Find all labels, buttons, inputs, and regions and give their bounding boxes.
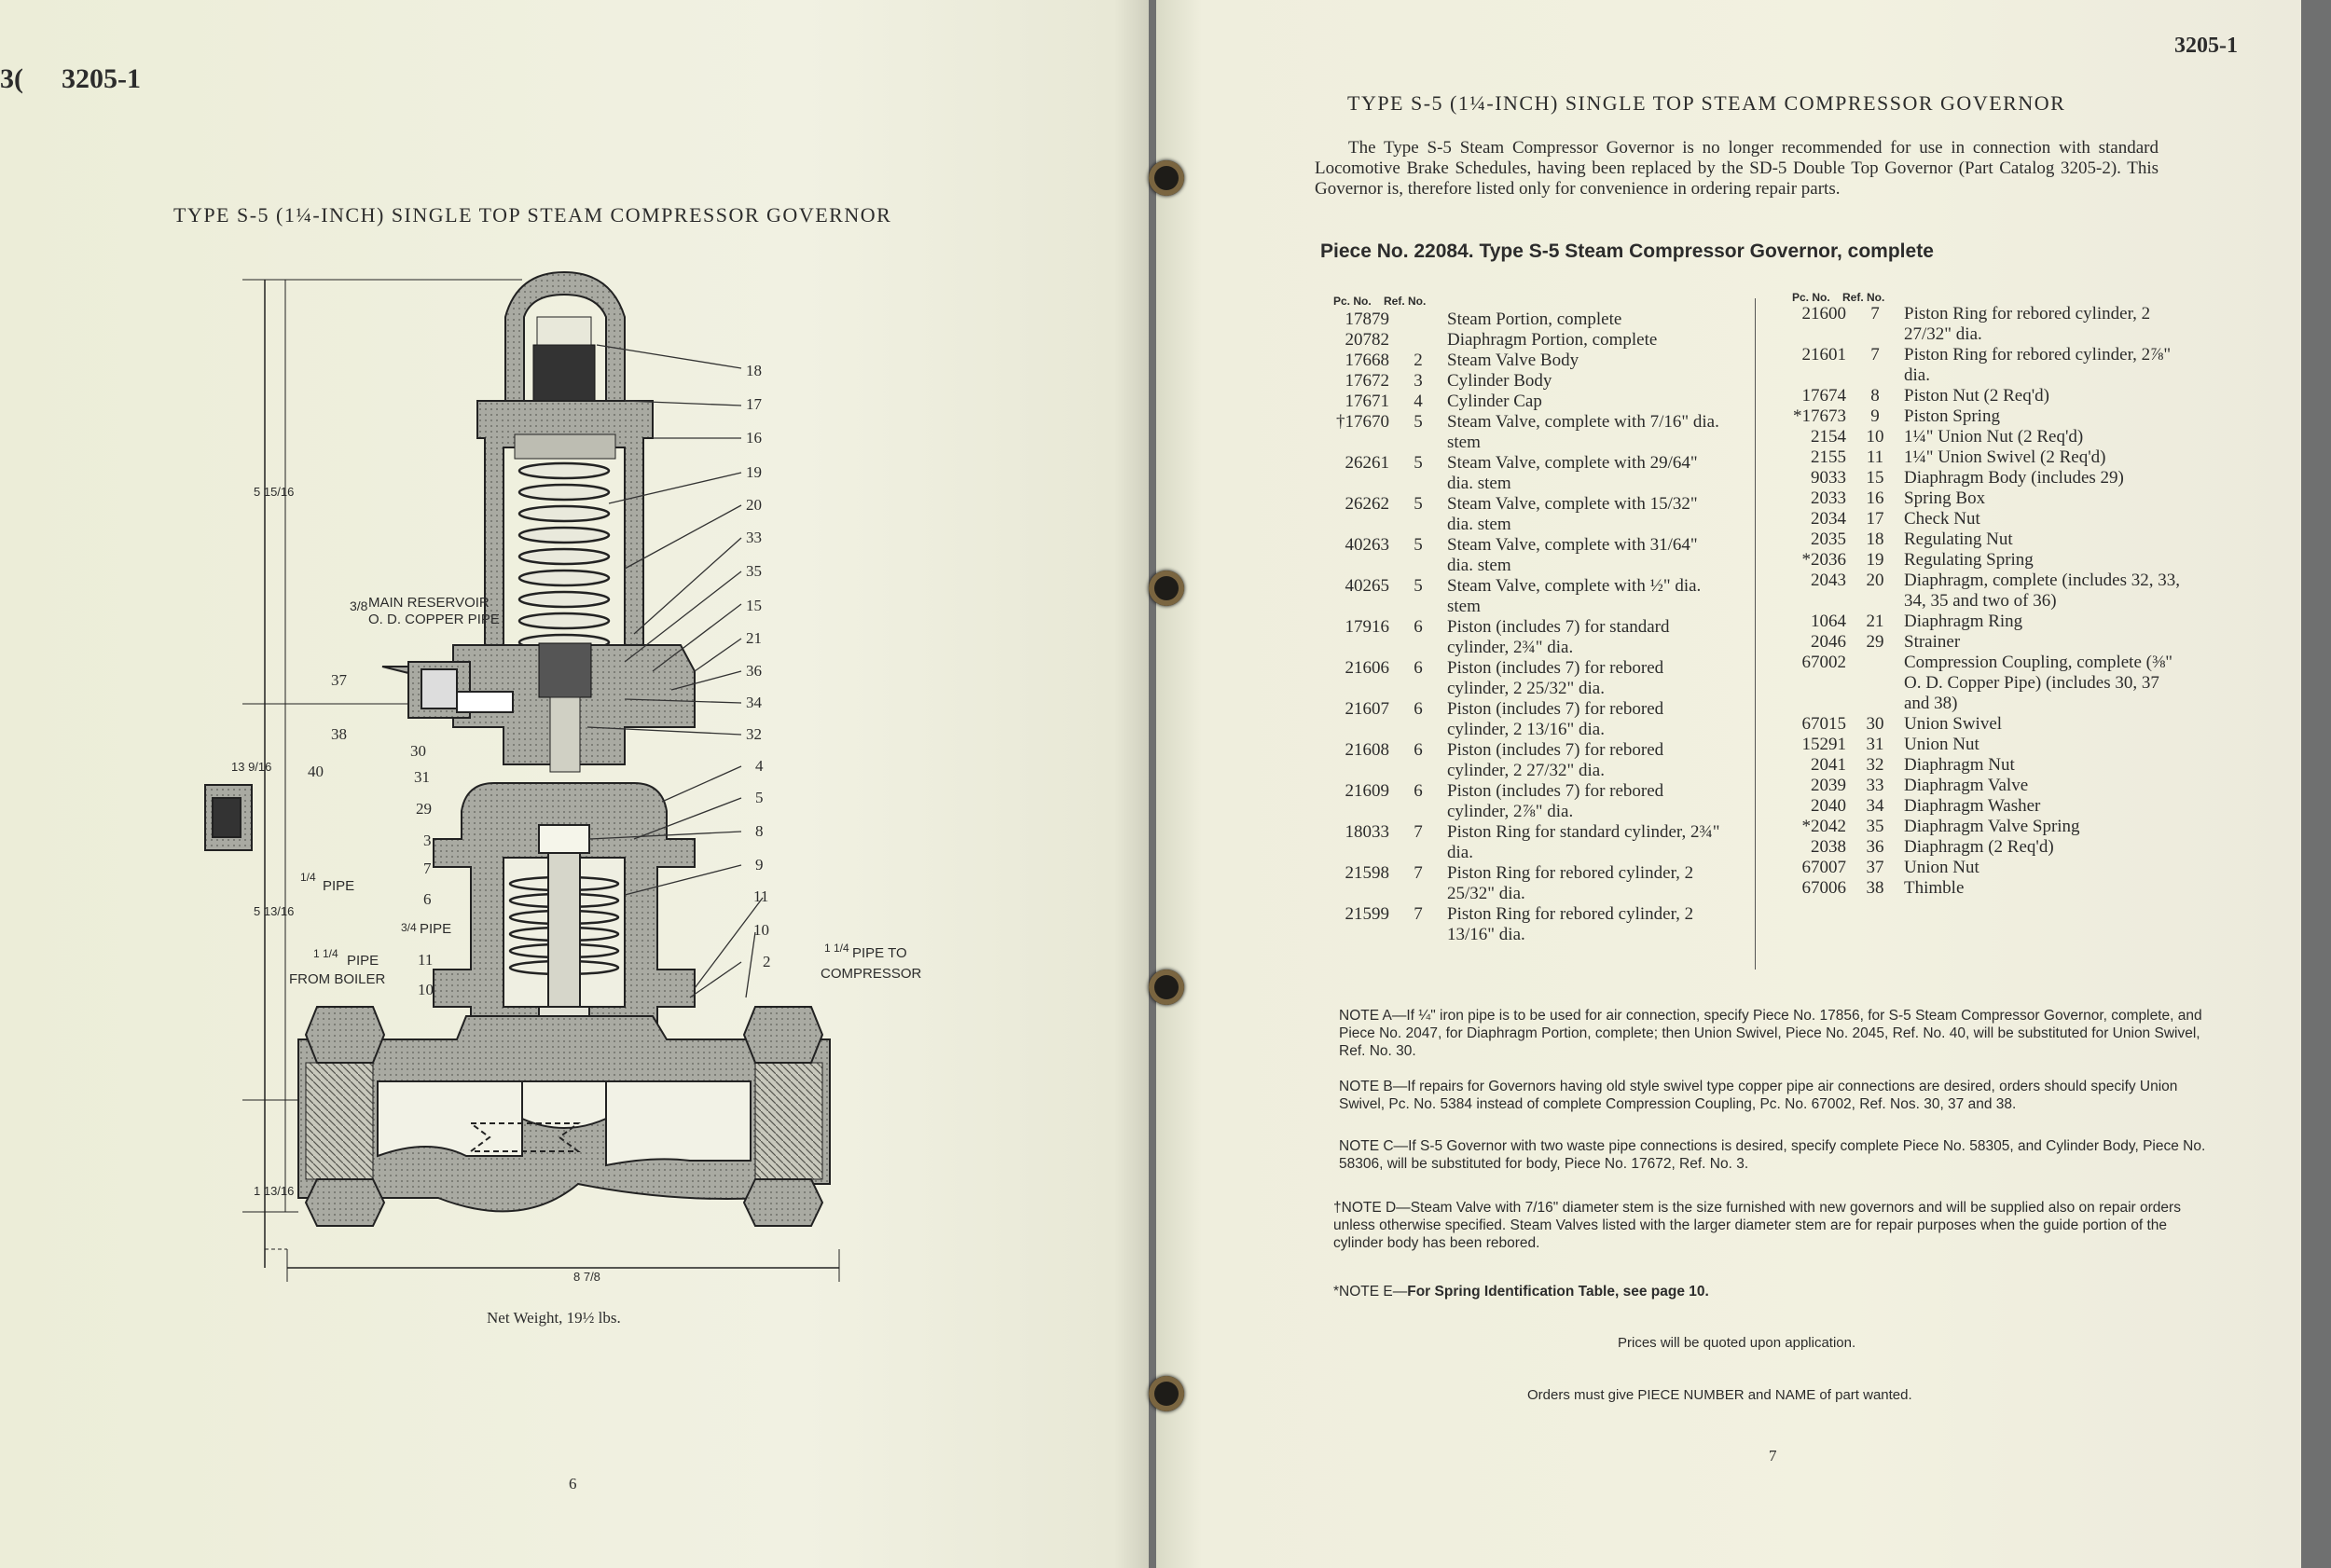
part-number: 67002 (1801, 653, 1846, 672)
parts-row (1311, 535, 1731, 576)
parts-row (1768, 837, 2187, 858)
parts-row (1768, 878, 2187, 899)
ref-number: 21 (1866, 612, 1884, 631)
note-d (1333, 1199, 2200, 1252)
ref-number: 5 (1414, 535, 1423, 555)
parts-row (1768, 571, 2187, 612)
note-c (1339, 1137, 2206, 1173)
parts-row (1768, 714, 2187, 735)
column-divider (1755, 298, 1756, 970)
parts-row (1311, 371, 1731, 392)
dimension-width: 8 7/8 (573, 1270, 600, 1284)
corner-mark: 3( (0, 63, 23, 94)
part-number: 21608 (1345, 740, 1389, 760)
ref-number: 7 (1414, 904, 1423, 924)
parts-row (1311, 699, 1731, 740)
prices-note: Prices will be quoted upon application. (1618, 1335, 1856, 1351)
callout-11: 11 (753, 887, 769, 905)
part-description: Union Nut (1904, 858, 1979, 877)
part-number: 17916 (1345, 617, 1389, 637)
callout-5: 5 (755, 789, 764, 806)
parts-row (1311, 863, 1731, 904)
ref-number: 19 (1866, 550, 1884, 570)
part-description: Diaphragm Body (includes 29) (1904, 468, 2124, 488)
part-number: †17670 (1336, 412, 1389, 432)
parts-row (1768, 304, 2187, 345)
parts-row (1311, 904, 1731, 945)
note-a (1339, 1007, 2206, 1060)
parts-row (1311, 576, 1731, 617)
parts-row (1768, 530, 2187, 550)
ref-number (1393, 309, 1443, 330)
callout-10-left: 10 (418, 981, 434, 998)
dimension-overall: 13 9/16 (231, 760, 272, 774)
ref-number: 33 (1866, 776, 1884, 795)
parts-row (1311, 658, 1731, 699)
ref-number: 18 (1866, 530, 1884, 549)
callout-20: 20 (746, 496, 762, 514)
parts-table-left (1311, 309, 1731, 945)
callout-8: 8 (755, 822, 764, 840)
part-number: 18033 (1345, 822, 1389, 842)
part-description: Steam Valve, complete with ½" dia. stem (1447, 576, 1702, 616)
catalog-number: 3205-1 (2174, 34, 2238, 58)
part-description: Piston (includes 7) for rebored cylinder, 2 25/32" dia. (1447, 658, 1664, 698)
catalog-number: 3205-1 (62, 63, 141, 94)
callout-40: 40 (308, 763, 324, 780)
part-number: 2034 (1811, 509, 1846, 529)
part-number: 21600 (1801, 304, 1846, 323)
part-number: *2042 (1801, 817, 1846, 836)
part-description: Regulating Nut (1904, 530, 2013, 549)
main-reservoir-label: MAIN RESERVOIR (368, 595, 490, 611)
part-description: Compression Coupling, complete (⅜" O. D. Copper Pipe) (includes 30, 37 and 38) (1904, 653, 2172, 713)
ref-number: 8 (1870, 386, 1880, 406)
part-number: 21598 (1345, 863, 1389, 883)
parts-row (1768, 468, 2187, 488)
right-page (1156, 0, 2301, 1568)
part-description: Piston Spring (1904, 406, 2000, 426)
part-description: Piston (includes 7) for rebored cylinder, 2⅞" dia. (1447, 781, 1664, 821)
callout-17: 17 (746, 395, 762, 413)
note-c-label: NOTE C— (1339, 1138, 1409, 1154)
callout-2: 2 (763, 953, 771, 970)
parts-row (1311, 822, 1731, 863)
part-description: Steam Valve, complete with 7/16" dia. stem (1447, 412, 1719, 452)
part-number: 2035 (1811, 530, 1846, 549)
note-e-text: For Spring Identification Table, see page 10. (1407, 1284, 1709, 1300)
binder-hole (1149, 160, 1184, 196)
part-number: 15291 (1801, 735, 1846, 754)
part-description: Cylinder Cap (1447, 392, 1542, 411)
callout-30: 30 (410, 742, 426, 760)
parts-row (1311, 309, 1731, 330)
part-description: Strainer (1904, 632, 1961, 652)
parts-row (1311, 453, 1731, 494)
part-number: *2036 (1801, 550, 1846, 570)
net-weight: Net Weight, 19½ lbs. (487, 1309, 621, 1327)
part-description: Union Swivel (1904, 714, 2003, 734)
parts-row (1311, 412, 1731, 453)
ref-number: 11 (1866, 447, 1884, 467)
part-description: Piston Ring for rebored cylinder, 2 25/32" dia. (1447, 863, 1694, 903)
ref-number: 6 (1414, 740, 1423, 760)
part-number: 40265 (1345, 576, 1389, 596)
part-number: 17879 (1345, 309, 1389, 329)
callout-34: 34 (746, 694, 762, 711)
ref-number (1850, 653, 1900, 714)
ref-number: 20 (1866, 571, 1884, 590)
dimension-bottom: 1 13/16 (254, 1184, 295, 1198)
parts-row (1768, 612, 2187, 632)
binder-hole (1149, 571, 1184, 606)
note-e-label: *NOTE E— (1333, 1284, 1408, 1300)
part-number: 21599 (1345, 904, 1389, 924)
parts-row (1768, 345, 2187, 386)
part-number: 21606 (1345, 658, 1389, 678)
parts-row (1768, 776, 2187, 796)
intro-paragraph: The Type S-5 Steam Compressor Governor is no longer recommended for use in connection with standard Locomotive Brake Schedules, having been replaced by the SD-5 Double Top Governor (Part Catalog 3205-2). This Governor is, therefore listed only for convenience in ordering repair parts. (1315, 138, 2159, 199)
note-d-label: †NOTE D— (1333, 1200, 1411, 1216)
part-number: *17673 (1793, 406, 1846, 426)
callout-11-left: 11 (418, 951, 434, 969)
ref-number: 7 (1414, 863, 1423, 883)
callout-15: 15 (746, 597, 762, 614)
ref-number: 6 (1414, 699, 1423, 719)
ref-number: 5 (1414, 576, 1423, 596)
part-description: Piston (includes 7) for rebored cylinder, 2 13/16" dia. (1447, 699, 1664, 739)
note-b (1339, 1078, 2206, 1113)
ref-number: 5 (1414, 453, 1423, 473)
binder-hole (1149, 1376, 1184, 1411)
callout-29: 29 (416, 800, 432, 818)
ref-number: 15 (1866, 468, 1884, 488)
callout-37: 37 (331, 671, 347, 689)
note-b-text: If repairs for Governors having old style swivel type copper pipe air connections are desired, orders should specify Union Swivel, Pc. No. 5384 instead of complete Compression Coupling, Pc. No. 67002, Ref. Nos. 30, 37 and 38. (1339, 1079, 2178, 1112)
callout-19: 19 (746, 463, 762, 481)
ref-number: 36 (1866, 837, 1884, 857)
parts-row (1768, 632, 2187, 653)
part-description: Steam Portion, complete (1447, 309, 1622, 329)
part-description: Piston Ring for rebored cylinder, 2⅞" dia. (1904, 345, 2172, 385)
parts-row (1768, 488, 2187, 509)
quarter-pipe-frac: 1/4 (300, 871, 316, 884)
part-number: 2043 (1811, 571, 1846, 590)
ref-number: 17 (1866, 509, 1884, 529)
ref-number: 7 (1414, 822, 1423, 842)
part-number: 2154 (1811, 427, 1846, 447)
governor-cross-section-diagram (186, 261, 988, 1305)
part-number: 9033 (1811, 468, 1846, 488)
col-header-ref: Ref. No. (1384, 295, 1427, 308)
ref-number: 29 (1866, 632, 1884, 652)
callout-3: 3 (423, 832, 432, 849)
part-description: Diaphragm Ring (1904, 612, 2023, 631)
ref-number: 31 (1866, 735, 1884, 754)
part-number: 2041 (1811, 755, 1846, 775)
part-number: 1064 (1811, 612, 1846, 631)
col-header-ref-2: Ref. No. (1842, 291, 1885, 304)
ref-number: 34 (1866, 796, 1884, 816)
callout-7: 7 (423, 860, 432, 877)
parts-row (1311, 330, 1731, 351)
part-description: Diaphragm, complete (includes 32, 33, 34, 35 and two of 36) (1904, 571, 2181, 611)
part-description: Diaphragm (2 Req'd) (1904, 837, 2054, 857)
part-number: 21601 (1801, 345, 1846, 364)
pipe-frac-label: 3/8 (350, 598, 368, 613)
part-description: Piston (includes 7) for standard cylinder, 2¾" dia. (1447, 617, 1670, 657)
part-description: Regulating Spring (1904, 550, 2034, 570)
part-description: Piston Ring for rebored cylinder, 2 13/16" dia. (1447, 904, 1694, 944)
ref-number: 4 (1414, 392, 1423, 411)
parts-row (1768, 509, 2187, 530)
from-boiler-pipe: PIPE (347, 953, 379, 969)
parts-row (1311, 392, 1731, 412)
ref-number: 30 (1866, 714, 1884, 734)
part-description: Diaphragm Washer (1904, 796, 2041, 816)
parts-row (1768, 653, 2187, 714)
note-a-label: NOTE A— (1339, 1008, 1407, 1024)
parts-row (1768, 550, 2187, 571)
parts-row (1768, 755, 2187, 776)
from-boiler-label: FROM BOILER (289, 971, 386, 987)
part-description: Diaphragm Valve (1904, 776, 2029, 795)
ref-number: 2 (1414, 351, 1423, 370)
part-description: Check Nut (1904, 509, 1980, 529)
parts-row (1768, 406, 2187, 427)
callout-10: 10 (753, 921, 769, 939)
note-b-label: NOTE B— (1339, 1079, 1408, 1094)
part-description: Steam Valve, complete with 15/32" dia. stem (1447, 494, 1698, 534)
part-number: 2033 (1811, 488, 1846, 508)
part-description: 1¼" Union Swivel (2 Req'd) (1904, 447, 2106, 467)
parts-row (1311, 781, 1731, 822)
part-number: 20782 (1345, 330, 1389, 350)
part-description: Piston Ring for standard cylinder, 2¾" dia. (1447, 822, 1720, 862)
part-number: 17671 (1345, 392, 1389, 411)
ref-number: 3 (1414, 371, 1423, 391)
orders-note: Orders must give PIECE NUMBER and NAME of part wanted. (1527, 1387, 1912, 1403)
part-number: 26261 (1345, 453, 1389, 473)
part-number: 2040 (1811, 796, 1846, 816)
callout-4: 4 (755, 757, 764, 775)
ref-number: 10 (1866, 427, 1884, 447)
ref-number: 37 (1866, 858, 1884, 877)
part-description: Diaphragm Valve Spring (1904, 817, 2080, 836)
part-description: Cylinder Body (1447, 371, 1552, 391)
callout-21: 21 (746, 629, 762, 647)
parts-row (1768, 858, 2187, 878)
note-a-text: If ¼" iron pipe is to be used for air connection, specify Piece No. 17856, for S-5 Steam Compressor Governor, complete, and Piece No. 2047, for Diaphragm Portion, complete; then Union Swivel, Piece No. 2045, Ref. No. 40, will be substituted for Union Swivel, Ref. No. 30. (1339, 1008, 2202, 1059)
part-number: 67006 (1801, 878, 1846, 898)
note-c-text: If S-5 Governor with two waste pipe connections is desired, specify complete Piece No. 58305, and Cylinder Body, Piece No. 58306, will be substituted for body, Piece No. 17672, Ref. No. 3. (1339, 1138, 2206, 1172)
ref-number: 6 (1414, 617, 1423, 637)
part-number: 17674 (1801, 386, 1846, 406)
parts-row (1311, 740, 1731, 781)
callout-32: 32 (746, 725, 762, 743)
to-compressor-pipe: PIPE TO (852, 945, 907, 961)
parts-row (1768, 796, 2187, 817)
callout-9: 9 (755, 856, 764, 873)
ref-number (1393, 330, 1443, 351)
ref-number: 6 (1414, 781, 1423, 801)
part-description: Diaphragm Nut (1904, 755, 2015, 775)
page-title: TYPE S-5 (1¼-INCH) SINGLE TOP STEAM COMPRESSOR GOVERNOR (1347, 91, 2066, 115)
part-description: Thimble (1904, 878, 1965, 898)
callout-31: 31 (414, 768, 430, 786)
part-number: 2155 (1811, 447, 1846, 467)
copper-pipe-label: O. D. COPPER PIPE (368, 612, 500, 627)
part-description: 1¼" Union Nut (2 Req'd) (1904, 427, 2084, 447)
ref-number: 7 (1870, 304, 1880, 323)
page-number-right: 7 (1769, 1447, 1777, 1465)
ref-number: 5 (1414, 412, 1423, 432)
dimension-top: 5 15/16 (254, 485, 295, 499)
parts-row (1768, 447, 2187, 468)
ref-number: 32 (1866, 755, 1884, 775)
ref-number: 5 (1414, 494, 1423, 514)
to-compressor-frac: 1 1/4 (824, 942, 849, 955)
col-header-pc-2: Pc. No. (1792, 291, 1830, 304)
part-description: Steam Valve Body (1447, 351, 1579, 370)
callout-18: 18 (746, 362, 762, 379)
ref-number: 7 (1870, 345, 1880, 364)
piece-heading: Piece No. 22084. Type S-5 Steam Compressor Governor, complete (1320, 241, 1934, 262)
part-number: 2039 (1811, 776, 1846, 795)
part-number: 40263 (1345, 535, 1389, 555)
parts-row (1768, 386, 2187, 406)
part-description: Piston Nut (2 Req'd) (1904, 386, 2049, 406)
part-number: 21609 (1345, 781, 1389, 801)
part-number: 67015 (1801, 714, 1846, 734)
page-title: TYPE S-5 (1¼-INCH) SINGLE TOP STEAM COMPRESSOR GOVERNOR (173, 203, 892, 227)
ref-number: 38 (1866, 878, 1884, 898)
from-boiler-frac: 1 1/4 (313, 947, 338, 960)
part-description: Union Nut (1904, 735, 1979, 754)
callout-16: 16 (746, 429, 762, 447)
part-description: Spring Box (1904, 488, 1986, 508)
binder-hole (1149, 970, 1184, 1005)
part-description: Piston (includes 7) for rebored cylinder, 2 27/32" dia. (1447, 740, 1664, 780)
page-number-left: 6 (569, 1475, 577, 1492)
ref-number: 9 (1870, 406, 1880, 426)
ref-number: 6 (1414, 658, 1423, 678)
parts-row (1311, 494, 1731, 535)
part-description: Diaphragm Portion, complete (1447, 330, 1658, 350)
parts-table-right (1768, 304, 2187, 899)
part-description: Piston Ring for rebored cylinder, 2 27/32" dia. (1904, 304, 2151, 344)
part-number: 21607 (1345, 699, 1389, 719)
part-description: Steam Valve, complete with 29/64" dia. stem (1447, 453, 1698, 493)
part-number: 2038 (1811, 837, 1846, 857)
note-d-text: Steam Valve with 7/16" diameter stem is the size furnished with new governors and will be supplied also on repair orders unless otherwise specified. Steam Valves listed with the larger diameter stem are for repair purposes when the guide portion of the cylinder body has been rebored. (1333, 1200, 2181, 1251)
pipe-label-2-frac: 3/4 (401, 921, 417, 934)
part-number: 17668 (1345, 351, 1389, 370)
part-number: 67007 (1801, 858, 1846, 877)
part-number: 2046 (1811, 632, 1846, 652)
callout-36: 36 (746, 662, 762, 680)
parts-row (1768, 735, 2187, 755)
part-description: Steam Valve, complete with 31/64" dia. stem (1447, 535, 1698, 575)
dimension-middle: 5 13/16 (254, 904, 295, 918)
part-number: 26262 (1345, 494, 1389, 514)
to-compressor-label: COMPRESSOR (821, 966, 922, 982)
callout-35: 35 (746, 562, 762, 580)
ref-number: 35 (1866, 817, 1884, 836)
pipe-label-2: PIPE (420, 921, 452, 937)
callout-6: 6 (423, 890, 432, 908)
note-e (1333, 1283, 2200, 1300)
callout-38: 38 (331, 725, 347, 743)
parts-row (1311, 351, 1731, 371)
part-number: 17672 (1345, 371, 1389, 391)
callout-33: 33 (746, 529, 762, 546)
ref-number: 16 (1866, 488, 1884, 508)
left-page (0, 0, 1149, 1568)
parts-row (1768, 817, 2187, 837)
parts-row (1768, 427, 2187, 447)
quarter-pipe-label: PIPE (323, 878, 355, 894)
parts-row (1311, 617, 1731, 658)
col-header-pc: Pc. No. (1333, 295, 1372, 308)
